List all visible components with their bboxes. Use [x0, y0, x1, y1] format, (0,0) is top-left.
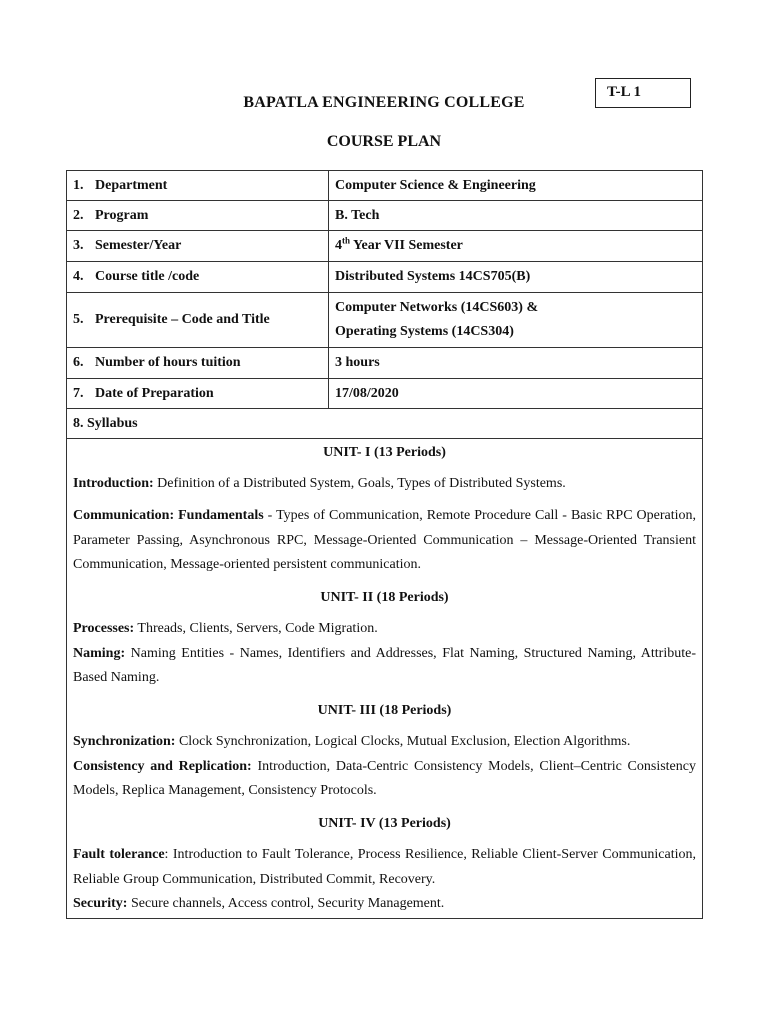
- college-name: BAPATLA ENGINEERING COLLEGE: [243, 94, 525, 111]
- info-label-cell: [67, 201, 329, 231]
- info-label-cell: [67, 348, 329, 379]
- row-label: Date of Preparation: [95, 385, 214, 401]
- topic-heading: Consistency and Replication:: [73, 758, 252, 774]
- info-value-cell: [329, 231, 703, 262]
- syllabus-section: [66, 438, 703, 919]
- semester-text: Year VII Semester: [350, 238, 463, 253]
- topic-text: Threads, Clients, Servers, Code Migration.: [134, 621, 378, 636]
- info-label-cell: [67, 262, 329, 293]
- topic-text: Definition of a Distributed System, Goals, Types of Distributed Systems.: [153, 475, 566, 491]
- info-value-cell: 3 hours: [329, 348, 703, 379]
- topic-text: Naming Entities - Names, Identifiers and Addresses, Flat Naming, Structured Naming, Attribute-Based Naming.: [73, 645, 696, 685]
- info-value-cell: [329, 293, 703, 348]
- row-number: 3.: [73, 238, 84, 253]
- document-tag: T-L 1: [595, 78, 691, 108]
- syllabus-paragraph: [73, 472, 696, 497]
- topic-heading: Synchronization:: [73, 734, 176, 749]
- topic-text: Introduction, Data-Centric Consistency Models, Client–Centric Consistency Models, Replica Management, Consistency Protocols.: [73, 758, 696, 798]
- info-row-course-title: [67, 262, 703, 293]
- info-label-cell: [67, 379, 329, 409]
- unit-heading: UNIT- I (13 Periods): [323, 445, 446, 460]
- topic-heading: Processes:: [73, 621, 135, 636]
- prerequisite-line-1: Computer Networks (14CS603) &: [335, 300, 539, 315]
- syllabus-label: 8. Syllabus: [67, 409, 703, 439]
- info-row-department: [67, 171, 703, 201]
- info-row-program: [67, 201, 703, 231]
- info-row-prerequisite: [67, 293, 703, 348]
- syllabus-paragraph: [73, 843, 696, 892]
- row-number: 5.: [73, 312, 84, 327]
- info-label-cell: [67, 231, 329, 262]
- document-title: COURSE PLAN: [326, 133, 442, 150]
- info-label-cell: [67, 293, 329, 348]
- unit-heading: UNIT- II (18 Periods): [320, 589, 449, 605]
- info-row-date: [67, 379, 703, 409]
- info-row-syllabus: [67, 409, 703, 439]
- row-label: Semester/Year: [95, 238, 182, 253]
- syllabus-paragraph: [73, 892, 696, 917]
- row-label: Department: [95, 177, 168, 193]
- year-number: 4: [335, 238, 342, 253]
- row-number: 1.: [73, 177, 84, 193]
- topic-text: Clock Synchronization, Logical Clocks, Mutual Exclusion, Election Algorithms.: [175, 734, 631, 749]
- year-suffix: th: [342, 235, 351, 246]
- info-label-cell: [67, 171, 329, 201]
- topic-heading: Communication: Fundamentals: [73, 508, 264, 523]
- info-value-cell: Distributed Systems 14CS705(B): [329, 262, 703, 293]
- row-label: Program: [95, 207, 149, 223]
- row-label: Course title /code: [95, 269, 200, 284]
- info-value-cell: Computer Science & Engineering: [329, 171, 703, 201]
- topic-heading: Security:: [73, 896, 128, 911]
- topic-heading: Naming:: [73, 645, 126, 661]
- row-number: 6.: [73, 355, 84, 370]
- info-value-cell: B. Tech: [329, 201, 703, 231]
- syllabus-paragraph: [73, 504, 696, 578]
- syllabus-paragraph: [73, 755, 696, 804]
- syllabus-paragraph: [73, 730, 696, 755]
- course-info-table: [66, 170, 703, 439]
- row-label: Number of hours tuition: [95, 355, 241, 370]
- unit-heading: UNIT- III (18 Periods): [317, 702, 452, 718]
- topic-text: Secure channels, Access control, Security Management.: [127, 896, 445, 911]
- row-number: 4.: [73, 269, 84, 284]
- info-value-cell: 17/08/2020: [329, 379, 703, 409]
- info-row-hours: [67, 348, 703, 379]
- syllabus-paragraph: [73, 617, 696, 642]
- unit-heading: UNIT- IV (13 Periods): [318, 815, 451, 831]
- topic-heading: Fault tolerance: [73, 847, 165, 862]
- row-number: 7.: [73, 385, 84, 401]
- topic-heading: Introduction:: [73, 475, 154, 491]
- topic-text: : Introduction to Fault Tolerance, Process Resilience, Reliable Client-Server Communication, Reliable Group Communication, Distributed Commit, Recovery.: [73, 847, 696, 887]
- row-number: 2.: [73, 207, 84, 223]
- row-label: Prerequisite – Code and Title: [95, 312, 270, 327]
- prerequisite-line-2: Operating Systems (14CS304): [335, 324, 514, 339]
- syllabus-paragraph: [73, 642, 696, 691]
- topic-text: - Types of Communication, Remote Procedure Call - Basic RPC Operation, Parameter Passing, Asynchronous RPC, Message-Oriented Communication – Message-Oriented Transient Communication, Message-oriented persistent communication.: [73, 508, 697, 572]
- info-row-semester: [67, 231, 703, 262]
